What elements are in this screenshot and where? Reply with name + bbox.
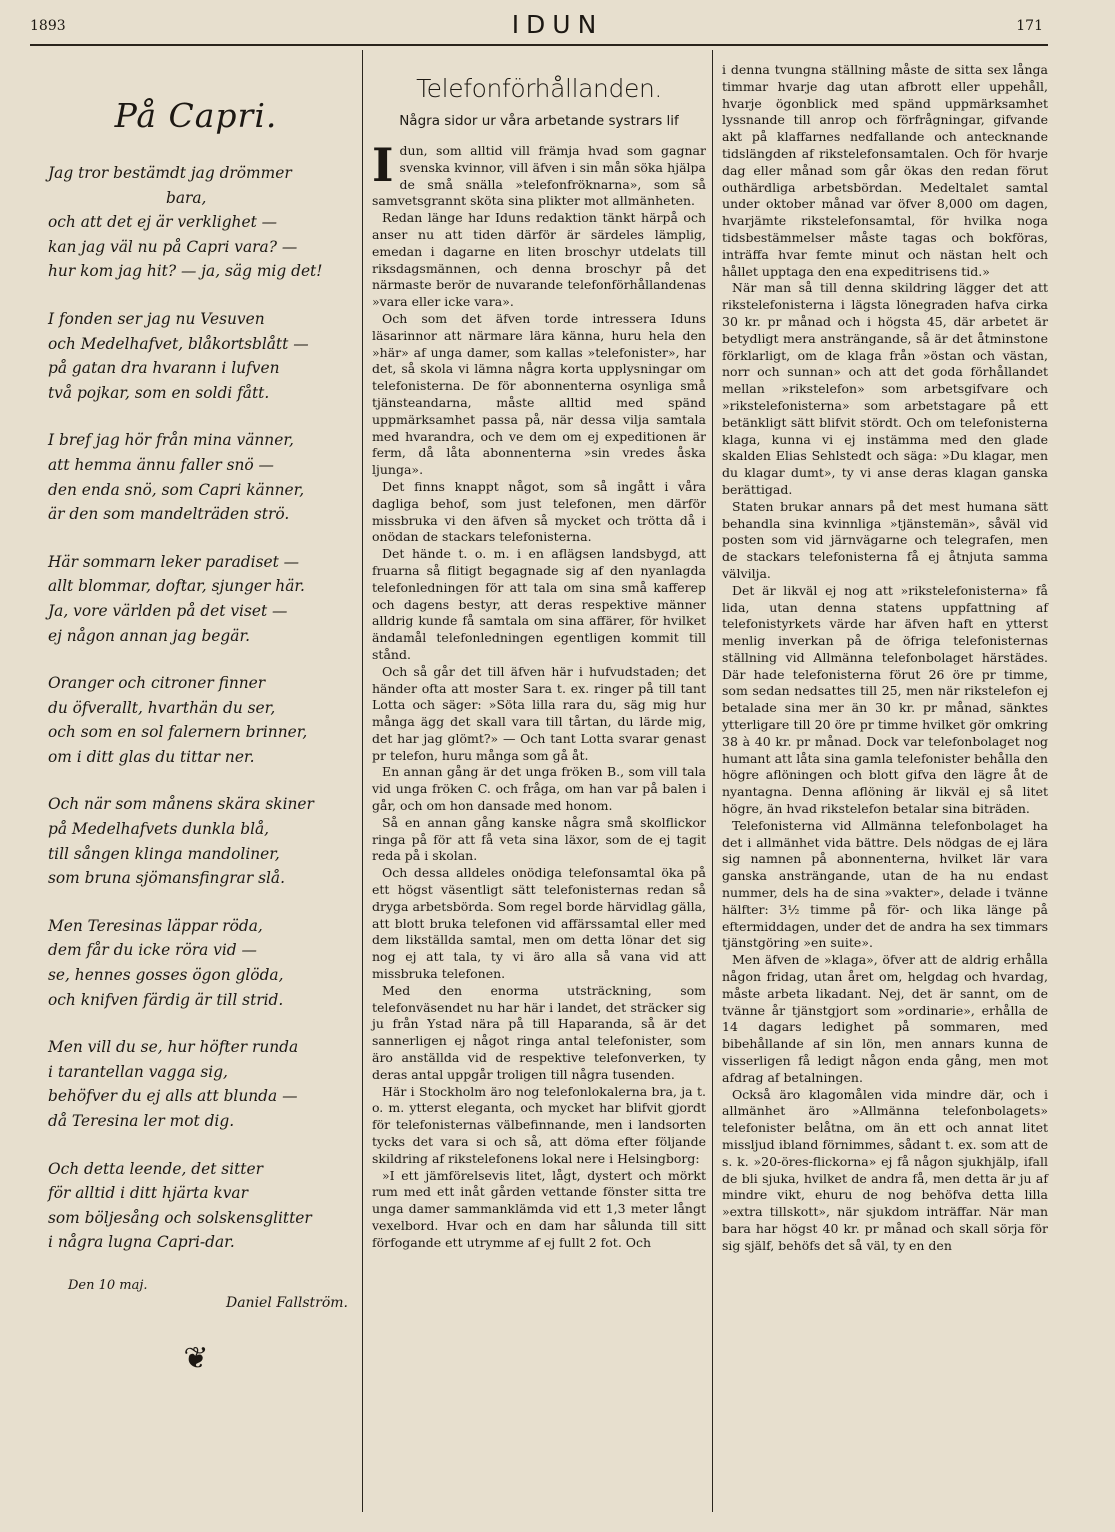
paragraph-text: Med den enorma utsträckning, som telefonväsendet nu har här i landet, det sträcker sig ju från Ystad nära på till Haparanda, så är det sannerligen ej något ringa antal telefonister, som äro anställda vid de respektive telefonverken, ty deras antal uppgår troligen till några tusenden. [372,982,706,1082]
paragraph-text: En annan gång är det unga fröken B., som vill tala vid unga fröken C. och fråga, om han var på balen i går, och om hon dansade med honom. [372,764,706,814]
paragraph-text: Men äfven de »klaga», öfver att de aldrig erhålla någon fridag, utan året om, helgdag och hvardag, måste arbeta likadant. Nej, det är sannt, om de tvänne år tjänstgjort som »ordinarie», erhålla de 14 dagars ledighet på sommaren, med bibehållande af sin lön, men annars kunna de visserligen få ledigt någon enda gång, men mot afdrag af betalningen. [722,952,1048,1085]
poem-author: Daniel Fallström. [225,1294,348,1311]
poem-line: dem får du icke röra vid — [48,941,257,960]
article-paragraph [372,311,706,479]
poem-line: den enda snö, som Capri känner, [48,480,305,499]
paragraph-text: Det hände t. o. m. i en aflägsen landsbygd, att fruarna så flitigt begagnade sig af den nyanlagda telefonledningen för att tala om sina små kafferep och dagens bestyr, att deras respektive männer alldrig kunde få samtala om sina affärer, för hvilket ändamål telefonledningen egentligen kommit till stånd. [372,546,706,662]
article-paragraph [372,210,706,311]
article-paragraph [722,1087,1048,1255]
poem-line: I fonden ser jag nu Vesuven [48,309,265,328]
poem-line: kan jag väl nu på Capri vara? — [48,237,298,256]
poem-line: och knifven färdig är till strid. [48,990,284,1009]
poem-line: då Teresina ler mot dig. [48,1112,235,1130]
poem-line: på Medelhafvets dunkla blå, [48,820,270,839]
column-divider-left [362,50,363,1512]
poem-line: Ja, vore världen på det viset — [48,601,288,620]
floral-ornament-icon: ❦ [183,1340,209,1376]
poem-line: hur kom jag hit? — ja, säg mig det! [48,262,323,281]
paragraph-text: Och som det äfven torde intressera Iduns läsarinnor att närmare lära känna, huru hela den »här» af unga damer, som kallas »telefonister», har det, så skola vi lämna några korta upplysningar om telefonisterna. De för abonnenterna osynliga små tjänsteandarna, måste alltid med spänd uppmärksamhet passa på, när dessa vilja samtala med hvarandra, och ve dem om ej expeditionen är ferm, då låta abonnenterna »sin vredes åska ljunga». [372,310,706,478]
poem-stanza [38,428,354,526]
poem-line: på gatan dra hvarann i lufven [48,359,280,378]
poem-line: i några lugna Capri-dar. [48,1233,235,1252]
poem-line: Oranger och citroner finner [48,674,266,693]
poem-line: Men Teresinas läppar röda, [48,916,263,935]
poem-line: för alltid i ditt hjärta kvar [48,1184,248,1203]
article-column-3 [722,62,1048,1255]
article-title: Telefonförhållanden. [416,74,662,103]
poem-line: som bruna sjömansfingrar slå. [48,869,285,888]
article-subtitle: Några sidor ur våra arbetande systrars lif [399,113,679,129]
poem-line: ej någon annan jag begär. [48,626,251,645]
paragraph-text: »I ett jämförelsevis litet, lågt, dystert och mörkt rum med ett inåt gården vettande fönster sitta tre unga damer sammanklämda vid ett 1,3 meter långt vexelbord. Hvar och en dam har sålunda till sitt förfogande ett utrymme af ej fullt 2 fot. Och [372,1167,706,1250]
paragraph-text: Och så går det till äfven här i hufvudstaden; det händer ofta att moster Sara t. ex. ringer på till tant Lotta och säger: »Söta lilla rara du, säg mig hur många ägg det skall vara till tårtan, du lärde mig, det har jag glömt?» — Och tant Lotta svarar genast pr telefon, huru många som gå åt. [372,663,706,763]
poem-line: Och när som månens skära skiner [48,795,314,814]
poem-line: som böljesång och solskensglitter [48,1208,312,1227]
paragraph-text: Staten brukar annars på det mest humana sätt behandla sina kvinnliga »tjänstemän», såväl vid posten som vid järnvägarne och telegrafen, men de stackars telefonisterna få ej åtnjuta samma välvilja. [722,498,1048,581]
poem-stanza [38,1157,354,1255]
poem-stanza [38,914,354,1012]
paragraph-text: Här i Stockholm äro nog telefonlokalerna bra, ja t. o. m. ytterst eleganta, och mycket har blifvit gjordt för telefonisternas välbefinnande, men i landsorten tycks det vara si och så, att döma efter följande skildring af rikstelefonens lokal nere i Helsingborg: [372,1083,706,1166]
column-divider-right [712,50,713,1512]
poem-line: och att det ej är verklighet — [48,213,278,232]
poem-line: och som en sol falernern brinner, [48,723,308,742]
poem-stanza [38,161,354,284]
article-paragraph [372,479,706,546]
poem-line: i tarantellan vagga sig, [48,1062,228,1081]
article-paragraph [722,583,1048,818]
poem-stanza [38,307,354,405]
article-paragraph [372,865,706,983]
poem-line: behöfver du ej alls att blunda — [48,1087,298,1106]
paragraph-text: Så en annan gång kanske några små skolflickor ringa på för att få veta sina läxor, som de ej tagit reda på i skolan. [372,814,706,864]
poem-line: bara, [166,188,207,207]
poem-line: om i ditt glas du tittar ner. [48,747,255,766]
poem-stanzas [38,161,354,1255]
poem-line: du öfverallt, hvarthän du ser, [48,698,276,717]
poem-line: och Medelhafvet, blåkortsblått — [48,334,309,353]
paragraph-text: När man så till denna skildring lägger det att rikstelefonisterna i lägsta lönegraden hafva cirka 30 kr. pr månad och i högsta 45, där arbetet är betydligt mera ansträngande, så är det åtminstone förklarligt, om de klaga från »östan och västan, norr och sunnan» och att det goda förhållandet mellan »rikstelefon» som arbetsgifvare och »rikstelefonisterna» som arbetstagare på ett betänkligt sätt blifvit stördt. Och om telefonisterna klaga, kunna vi ej instämma med den glade skalden Elias Sehlstedt och säga: »Du klagar, men du klagar dumt», ty vi anse deras klagan ganska berättigad. [722,280,1048,497]
poem-stanza [38,1035,354,1133]
article-paragraph [722,280,1048,498]
poem-date: Den 10 maj. [68,1277,148,1293]
article-body-col3 [722,62,1048,1255]
article-paragraph [372,664,706,765]
poem-line: I bref jag hör från mina vänner, [48,431,294,450]
article-paragraph [722,62,1048,280]
article-column-2 [372,62,706,1252]
masthead-title: IDUN [511,10,604,39]
poem-stanza [38,671,354,769]
poem-line: allt blommar, doftar, sjunger här. [48,577,305,596]
poem-line: två pojkar, som en soldi fått. [48,383,270,402]
poem-line: se, hennes gosses ögon glöda, [48,966,284,985]
poem-stanza [38,792,354,890]
poem-line: Jag tror bestämdt jag drömmer [48,164,292,182]
article-paragraph [372,983,706,1084]
article-paragraph [722,952,1048,1086]
poem-line: Men vill du se, hur höfter runda [48,1038,299,1057]
article-paragraph [722,499,1048,583]
paragraph-text: dun, som alltid vill främja hvad som gagnar svenska kvinnor, vill äfven i sin mån söka hjälpa de små snälla »telefonfröknarna», som så samvetsgrannt sköta sina plikter mot allmänheten. [372,143,706,209]
paragraph-text: Också äro klagomålen vida mindre där, och i allmänhet äro »Allmänna telefonbolagets» telefonister belåtna, om än ett och annat litet missljud ibland förnimmes, sådant t. ex. som att de s. k. »20-öres-flickorna» ej få någon sjukhjälp, ifall de bli sjuka, hvilket de andra få, men detta är ju af mindre vikt, ehuru de nog behöfva detta lilla »extra tillskott», när sjukdom inträffar. När man bara har högst 40 kr. pr månad och skall sörja för sig själf, behöfs det så väl, ty en den [722,1086,1048,1253]
paragraph-text: Det finns knappt något, som så ingått i våra dagliga behof, som just telefonen, men därför missbruka vi den äfven så mycket och trötta då i onödan de stackars telefonisterna. [372,478,706,545]
poem [38,96,354,1376]
header-rule [30,44,1048,46]
issue-year: 1893 [30,18,66,34]
article-paragraph [372,1084,706,1168]
poem-line: till sången klinga mandoliner, [48,844,280,863]
page-number: 171 [1016,18,1043,34]
article-paragraph [372,815,706,865]
drop-cap: I [372,138,394,192]
paragraph-text: i denna tvungna ställning måste de sitta sex långa timmar hvarje dag utan afbrott eller uppehåll, hvarje ögonblick med spänd uppmärksamhet lyssnande till anrop och förfrågningar, gifvande akt på klaffarnes nedfallande och antecknande tidslängden af rikstelefonsamtalen. Och för hvarje dag eller månad som går ökas den redan förut outhärdliga arbetsbördan. Medeltalet samtal under oktober månad var öfver 8,000 om dagen, hvarjämte rikstelefonsamtal, för hvilka noga tidsbestämmelser måste tagas och bokföras, inträffa hvar femte minut och nästan helt och hållet upptaga den ena expeditrisens tid.» [722,62,1048,279]
article-paragraph [372,138,706,210]
article-paragraph [372,546,706,664]
article-paragraph [722,818,1048,952]
poem-line: Och detta leende, det sitter [48,1159,263,1178]
paragraph-text: Det är likväl ej nog att »rikstelefonisterna» få lida, utan denna statens uppfattning af telefonistyrkets värde har äfven haft en ytterst menlig inverkan på de öfriga telefonisternas ställning vid Allmänna telefonbolaget härstädes. Där hade telefonisterna förut 26 öre pr timme, som sedan nedsattes till 25, men när rikstelefon ej betalade sina mer än 30 kr. pr månad, sänktes ytterligare till 20 öre pr timme hvilket gör omkring 38 à 40 kr. pr månad. Dock var telefonbolaget nog humant att låta sina gamla telefonister behålla den högre aflöningen och blott gifva den lägre åt de nyantagna. Denna aflöning är likväl ej så litet högre, än hvad rikstelefon betalar sina biträden. [722,582,1048,817]
poem-title: På Capri. [114,96,278,135]
paragraph-text: Redan länge har Iduns redaktion tänkt härpå och anser nu att tiden därför är särdeles lämplig, emedan i dagarne en liten broschyr utdelats till riksdagsmännen, och denna broschyr på det närmaste berör de nuvarande telefonförhållandenas »vara eller icke vara». [372,210,706,310]
paragraph-text: Telefonisterna vid Allmänna telefonbolaget ha det i allmänhet vida bättre. Dels nödgas de ej lära sig namnen på abonnenterna, hvilket lär vara ganska ansträngande, utan de ha nu endast nummer, dels ha de sina »vakter», delade i tvänne hälfter: 3½ timme på för- och lika länge på eftermiddagen, under det de andra ha sex timmars tjänstgöring »en suite». [722,817,1048,951]
poem-stanza [38,550,354,648]
paragraph-text: Och dessa alldeles onödiga telefonsamtal öka på ett högst väsentligt sätt telefonisternas redan så dryga arbetsbörda. Som regel borde härvidlag gälla, att blott bruka telefonen vid affärssamtal eller med dem likställda samtal, men om detta lönar det sig nog ej att tala, ty vi äro alla så vana vid att missbruka telefonen. [372,865,707,982]
article-paragraph [372,1168,706,1252]
poem-line: att hemma ännu faller snö — [48,455,274,474]
poem-line: Här sommarn leker paradiset — [48,552,300,571]
poem-line: är den som mandelträden strö. [48,505,290,524]
article-paragraph [372,764,706,814]
article-body-col2 [372,138,707,1252]
